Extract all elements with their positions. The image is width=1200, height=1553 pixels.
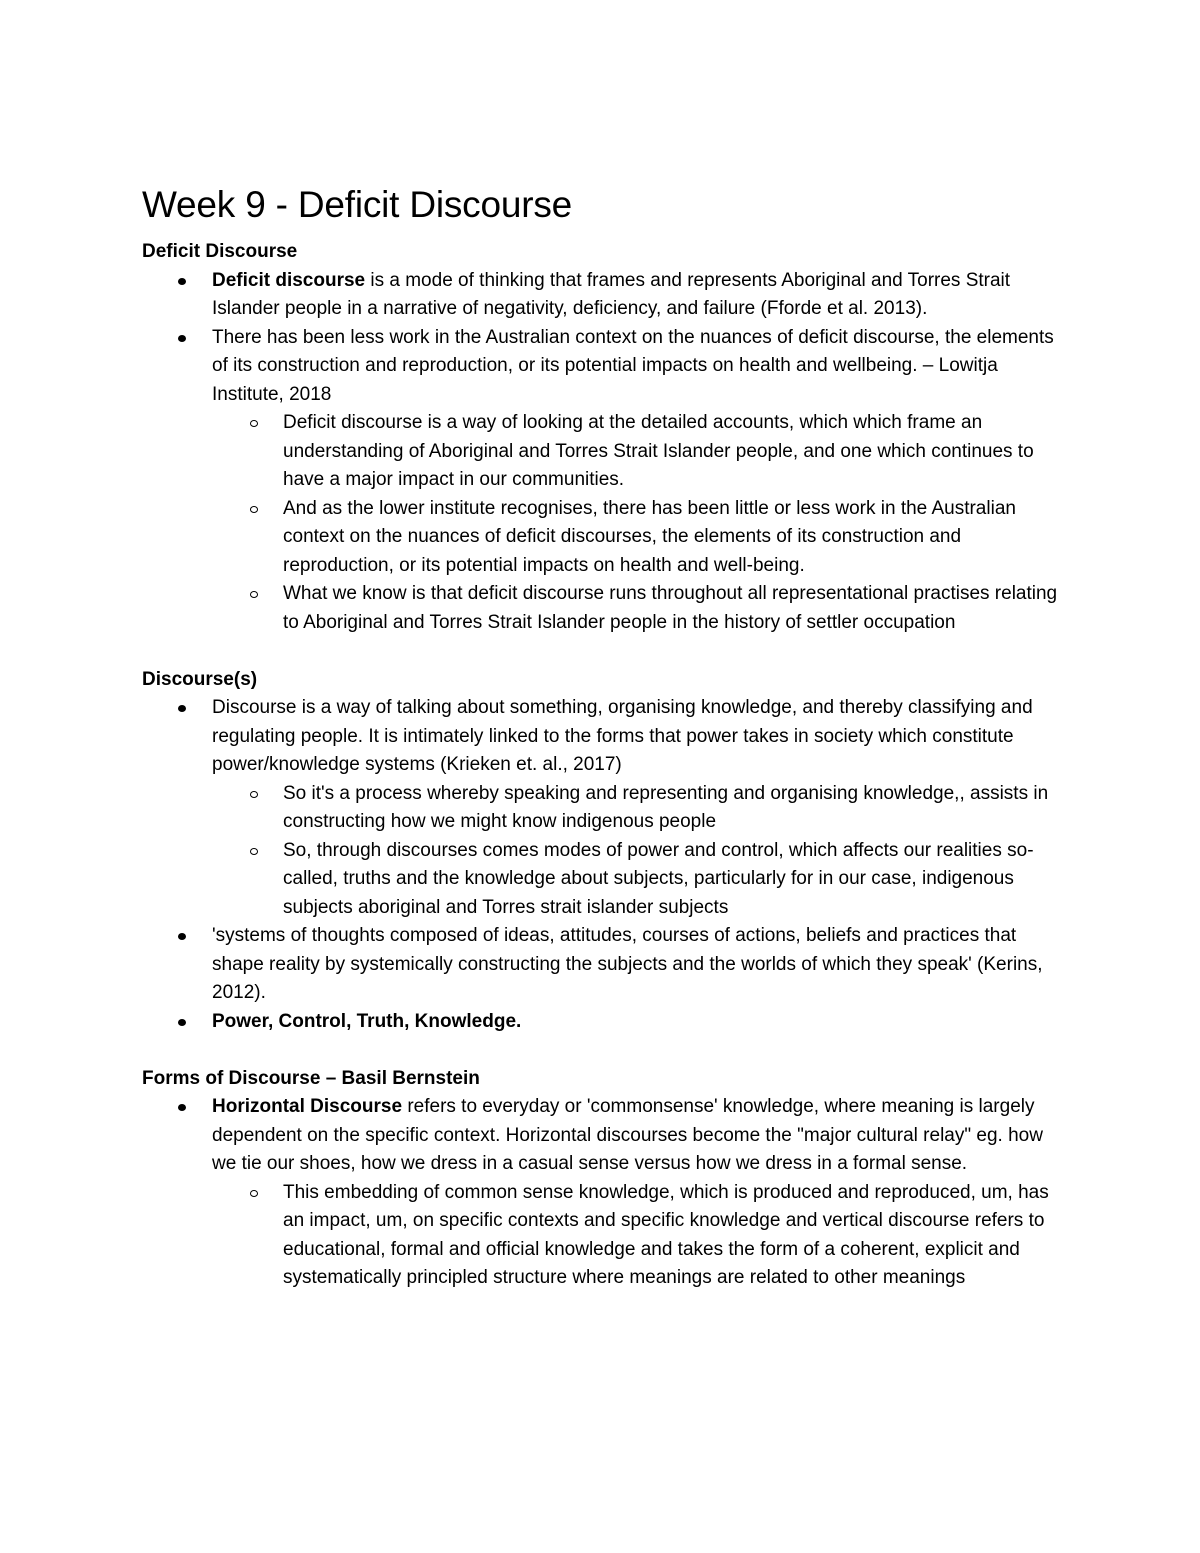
hollow-bullet-icon [250, 848, 258, 855]
document-page [142, 182, 1062, 1293]
bullet-icon [178, 1019, 186, 1026]
sub-list-item-text: So, through discourses comes modes of power and control, which affects our realities so-called, truths and the knowledge about subjects, particularly for in our case, indigenous subjects aboriginal and Torres strait islander subjects [283, 839, 1034, 918]
hollow-bullet-icon [250, 791, 258, 798]
bullet-list [142, 1093, 1062, 1293]
hollow-bullet-icon [250, 1190, 258, 1197]
bullet-icon [178, 335, 186, 342]
sub-list-item-text: And as the lower institute recognises, there has been little or less work in the Australian context on the nuances of deficit discourses, the elements of its construction and reproduction, or its potential impacts on health and well-being. [283, 497, 1016, 576]
list-item [142, 694, 1062, 922]
sub-list-item [142, 580, 1062, 637]
sub-list-item [142, 1179, 1062, 1293]
sub-bullet-list [212, 780, 1062, 923]
bullet-list [142, 694, 1062, 1036]
hollow-bullet-icon [250, 591, 258, 598]
document-title: Week 9 - Deficit Discourse [142, 184, 573, 225]
bold-term: Deficit discourse [212, 269, 366, 291]
list-item-text: There has been less work in the Australian context on the nuances of deficit discourse, the elements of its construction and reproduction, or its potential impacts on health and wellbeing. – Lowitja Institute, 2018 [212, 326, 1054, 405]
list-item-text: refers to everyday or 'commonsense' knowledge, where meaning is largely dependent on the specific context. Horizontal discourses become the "major cultural relay" eg. how we tie our shoes, how we dress in a casual sense versus how we dress in a formal sense. [212, 1096, 1043, 1174]
bullet-icon [178, 1104, 186, 1111]
section-heading-deficit-discourse: Deficit Discourse [142, 241, 298, 262]
sub-list-item [142, 837, 1062, 923]
sub-bullet-list [212, 1179, 1062, 1293]
sub-list-item [142, 780, 1062, 837]
list-item [142, 1093, 1062, 1293]
bold-term: Horizontal Discourse [212, 1096, 403, 1117]
list-item-text: is a mode of thinking that frames and represents Aboriginal and Torres Strait Islander people in a narrative of negativity, deficiency, and failure (Fforde et al. 2013). [212, 269, 1011, 319]
sub-list-item-text: What we know is that deficit discourse runs throughout all representational practises relating to Aboriginal and Torres Strait Islander people in the history of settler occupation [283, 583, 1058, 633]
list-item [142, 324, 1062, 638]
sub-list-item-text: Deficit discourse is a way of looking at the detailed accounts, which which frame an understanding of Aboriginal and Torres Strait Islander people, and one which continues to have a major impact in our communities. [283, 412, 1034, 490]
section-heading-discourses: Discourse(s) [142, 668, 258, 690]
list-item-text: Discourse is a way of talking about something, organising knowledge, and thereby classifying and regulating people. It is intimately linked to the forms that power takes in society which constitute power/knowledge systems (Krieken et. al., 2017) [212, 697, 1033, 775]
list-item [142, 1008, 1062, 1037]
section-heading-forms-of-discourse: Forms of Discourse – Basil Bernstein [142, 1067, 480, 1089]
hollow-bullet-icon [250, 420, 258, 427]
bullet-icon [178, 705, 186, 712]
sub-list-item-text: So it's a process whereby speaking and representing and organising knowledge,, assists in constructing how we might know indigenous people [283, 782, 1049, 832]
sub-list-item-text: This embedding of common sense knowledge, which is produced and reproduced, um, has an impact, um, on specific contexts and specific knowledge and vertical discourse refers to educational, formal and official knowledge and takes the form of a coherent, explicit and systematically principled structure where meanings are related to other meanings [283, 1181, 1049, 1288]
bullet-list [142, 267, 1062, 638]
bullet-icon [178, 933, 186, 940]
list-item [142, 922, 1062, 1008]
sub-bullet-list [212, 409, 1062, 637]
bullet-icon [178, 278, 186, 285]
list-item-text: 'systems of thoughts composed of ideas, attitudes, courses of actions, beliefs and practices that shape reality by systemically constructing the subjects and the worlds of which they speak' (Kerins, 2012). [212, 925, 1043, 1003]
sub-list-item [142, 495, 1062, 581]
hollow-bullet-icon [250, 506, 258, 513]
list-item [142, 267, 1062, 324]
sub-list-item [142, 409, 1062, 495]
bold-term: Power, Control, Truth, Knowledge. [212, 1010, 522, 1032]
